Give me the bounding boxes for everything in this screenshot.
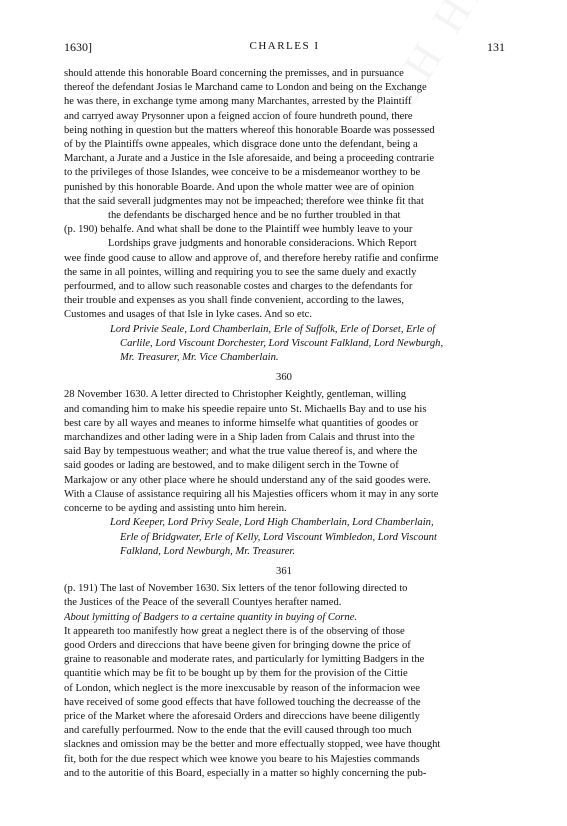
text-line: Markajow or any other place where he should understand any of the said goodes were. xyxy=(64,474,431,486)
text-line: should attende this honorable Board concerning the premisses, and in pursuance xyxy=(64,68,404,79)
text-line: slacknes and omission may be the better and more effectually stopped, wee have thought xyxy=(64,739,441,751)
document-body xyxy=(64,67,504,781)
text-line: of by the Plaintiffs owne appeales, which disgrace done unto the defendant, being a xyxy=(64,139,418,151)
text-line: wee finde good cause to allow and approve of, and therefore hereby ratifie and confirme xyxy=(64,252,439,264)
signatory-line: Lord Keeper, Lord Privy Seale, Lord High Chamberlain, Lord Chamberlain, xyxy=(110,517,434,529)
text-line: have received of some good effects that have followed touching the decreasse of the xyxy=(64,696,421,708)
text-line: being nothing in question but the matters whereof this honorable Boarde was possessed xyxy=(64,124,435,136)
signatory-line: Erle of Bridgwater, Erle of Kelly, Lord Viscount Wimbledon, Lord Viscount xyxy=(120,531,437,543)
signatory-line: Falkland, Lord Newburgh, Mr. Treasurer. xyxy=(120,545,296,557)
signatory-line: Mr. Treasurer, Mr. Vice Chamberlain. xyxy=(120,352,279,364)
text-line: and to the autoritie of this Board, especially in a matter so highly concerning the pub- xyxy=(64,767,427,779)
entry-number: 361 xyxy=(276,565,292,577)
text-line: best care by all wayes and meanes to informe himselfe what quantities of goodes or xyxy=(64,417,419,429)
paragraph-entry-361 xyxy=(64,582,504,781)
running-header xyxy=(64,40,505,56)
text-line: of London, which neglect is the more inexcusable by reason of the informacion wee xyxy=(64,682,420,694)
text-line: perfourmed, and to allow such reasonable costes and charges to the defendants for xyxy=(64,281,413,293)
text-line: It appeareth too manifestly how great a neglect there is of the observing of those xyxy=(64,625,405,637)
text-line: that the said severall judgmentes may not be impeached; therefore wee thinke fit that xyxy=(64,195,424,207)
text-line: thereof the defendant Josias le Marchand came to London and being on the Exchange xyxy=(64,82,427,94)
paragraph-entry-360 xyxy=(64,388,504,516)
text-line: Marchant, a Jurate and a Justice in the Isle aforesaide, and being a proceeding contrarie xyxy=(64,153,435,165)
text-line: the Justices of the Peace of the severall Countyes herafter named. xyxy=(64,597,342,609)
text-line: Lordships grave judgments and honorable consideracions. Which Report xyxy=(108,238,417,250)
letter-subject: About lymitting of Badgers to a certaine quantity in buying of Corne. xyxy=(64,611,358,623)
text-line: marchandizes and other lading were in a Ship laden from Calais and thrust into the xyxy=(64,432,415,444)
text-line: the defendants be discharged hence and be no further troubled in that xyxy=(108,210,401,222)
page-number: 131 xyxy=(487,40,505,54)
text-line: the same in all pointes, willing and requiring you to see the same duely and exactly xyxy=(64,266,417,278)
paragraph-continuation xyxy=(64,67,504,323)
text-line: concerne to be ayding and assisting unto him herein. xyxy=(64,503,287,515)
text-line: said Bay by tempestuous weather; and what the true value thereof is, and where the xyxy=(64,446,418,458)
text-line: fit, both for the due respect which wee knowe you beare to his Majesties commands xyxy=(64,753,420,765)
text-line: their trouble and expenses as you shall finde convenient, according to the lawes, xyxy=(64,295,405,307)
text-line-with-page-ref: (p. 191) The last of November 1630. Six letters of the tenor following directed to xyxy=(64,583,408,595)
text-line: price of the Market where the aforesaid Orders and direccions have beene diligently xyxy=(64,710,420,722)
signatory-line: Lord Privie Seale, Lord Chamberlain, Erle of Suffolk, Erle of Dorset, Erle of xyxy=(110,323,436,335)
signatories xyxy=(64,516,504,559)
text-line: and comanding him to make his speedie repaire unto St. Michaells Bay and to use his xyxy=(64,403,427,415)
text-line: With a Clause of assistance requiring all his Majesties officers whom it may in any sorte xyxy=(64,488,439,500)
signatory-line: Carlile, Lord Viscount Dorchester, Lord Viscount Falkland, Lord Newburgh, xyxy=(120,337,444,349)
text-line: 28 November 1630. A letter directed to Christopher Keightly, gentleman, willing xyxy=(64,389,407,401)
text-line: punished by this honorable Boarde. And upon the whole matter wee are of opinion xyxy=(64,181,415,193)
text-line: good Orders and direccions that have beene given for bringing downe the price of xyxy=(64,639,411,651)
header-title: CHARLES I xyxy=(249,40,320,52)
text-line: graine to reasonable and moderate rates, and particularly for lymitting Badgers in the xyxy=(64,654,425,666)
entry-number: 360 xyxy=(276,372,292,384)
header-year: 1630] xyxy=(64,40,92,54)
signatories xyxy=(64,323,504,366)
text-line: quantitie which may be fit to be bought up by them for the provision of the Cittie xyxy=(64,668,408,680)
text-line: and carefully perfourmed. Now to the ende that the evill caused through too much xyxy=(64,725,412,737)
text-line: said goodes or lading are bestowed, and to make diligent serch in the Towne of xyxy=(64,460,399,472)
text-line: he was there, in exchange tyme among many Marchantes, arrested by the Plaintiff xyxy=(64,96,412,108)
text-line: and carryed away Prysonner upon a feigned accion of foure hundreth pound, there xyxy=(64,110,413,122)
text-line: to the privileges of those Islandes, wee conceive to be a misdemeanor worthey to be xyxy=(64,167,421,179)
text-line: Customes and usages of that Isle in lyke cases. And so etc. xyxy=(64,309,313,321)
text-line-with-page-ref: (p. 190) behalfe. And what shall be done to the Plaintiff wee humbly leave to your xyxy=(64,224,413,236)
